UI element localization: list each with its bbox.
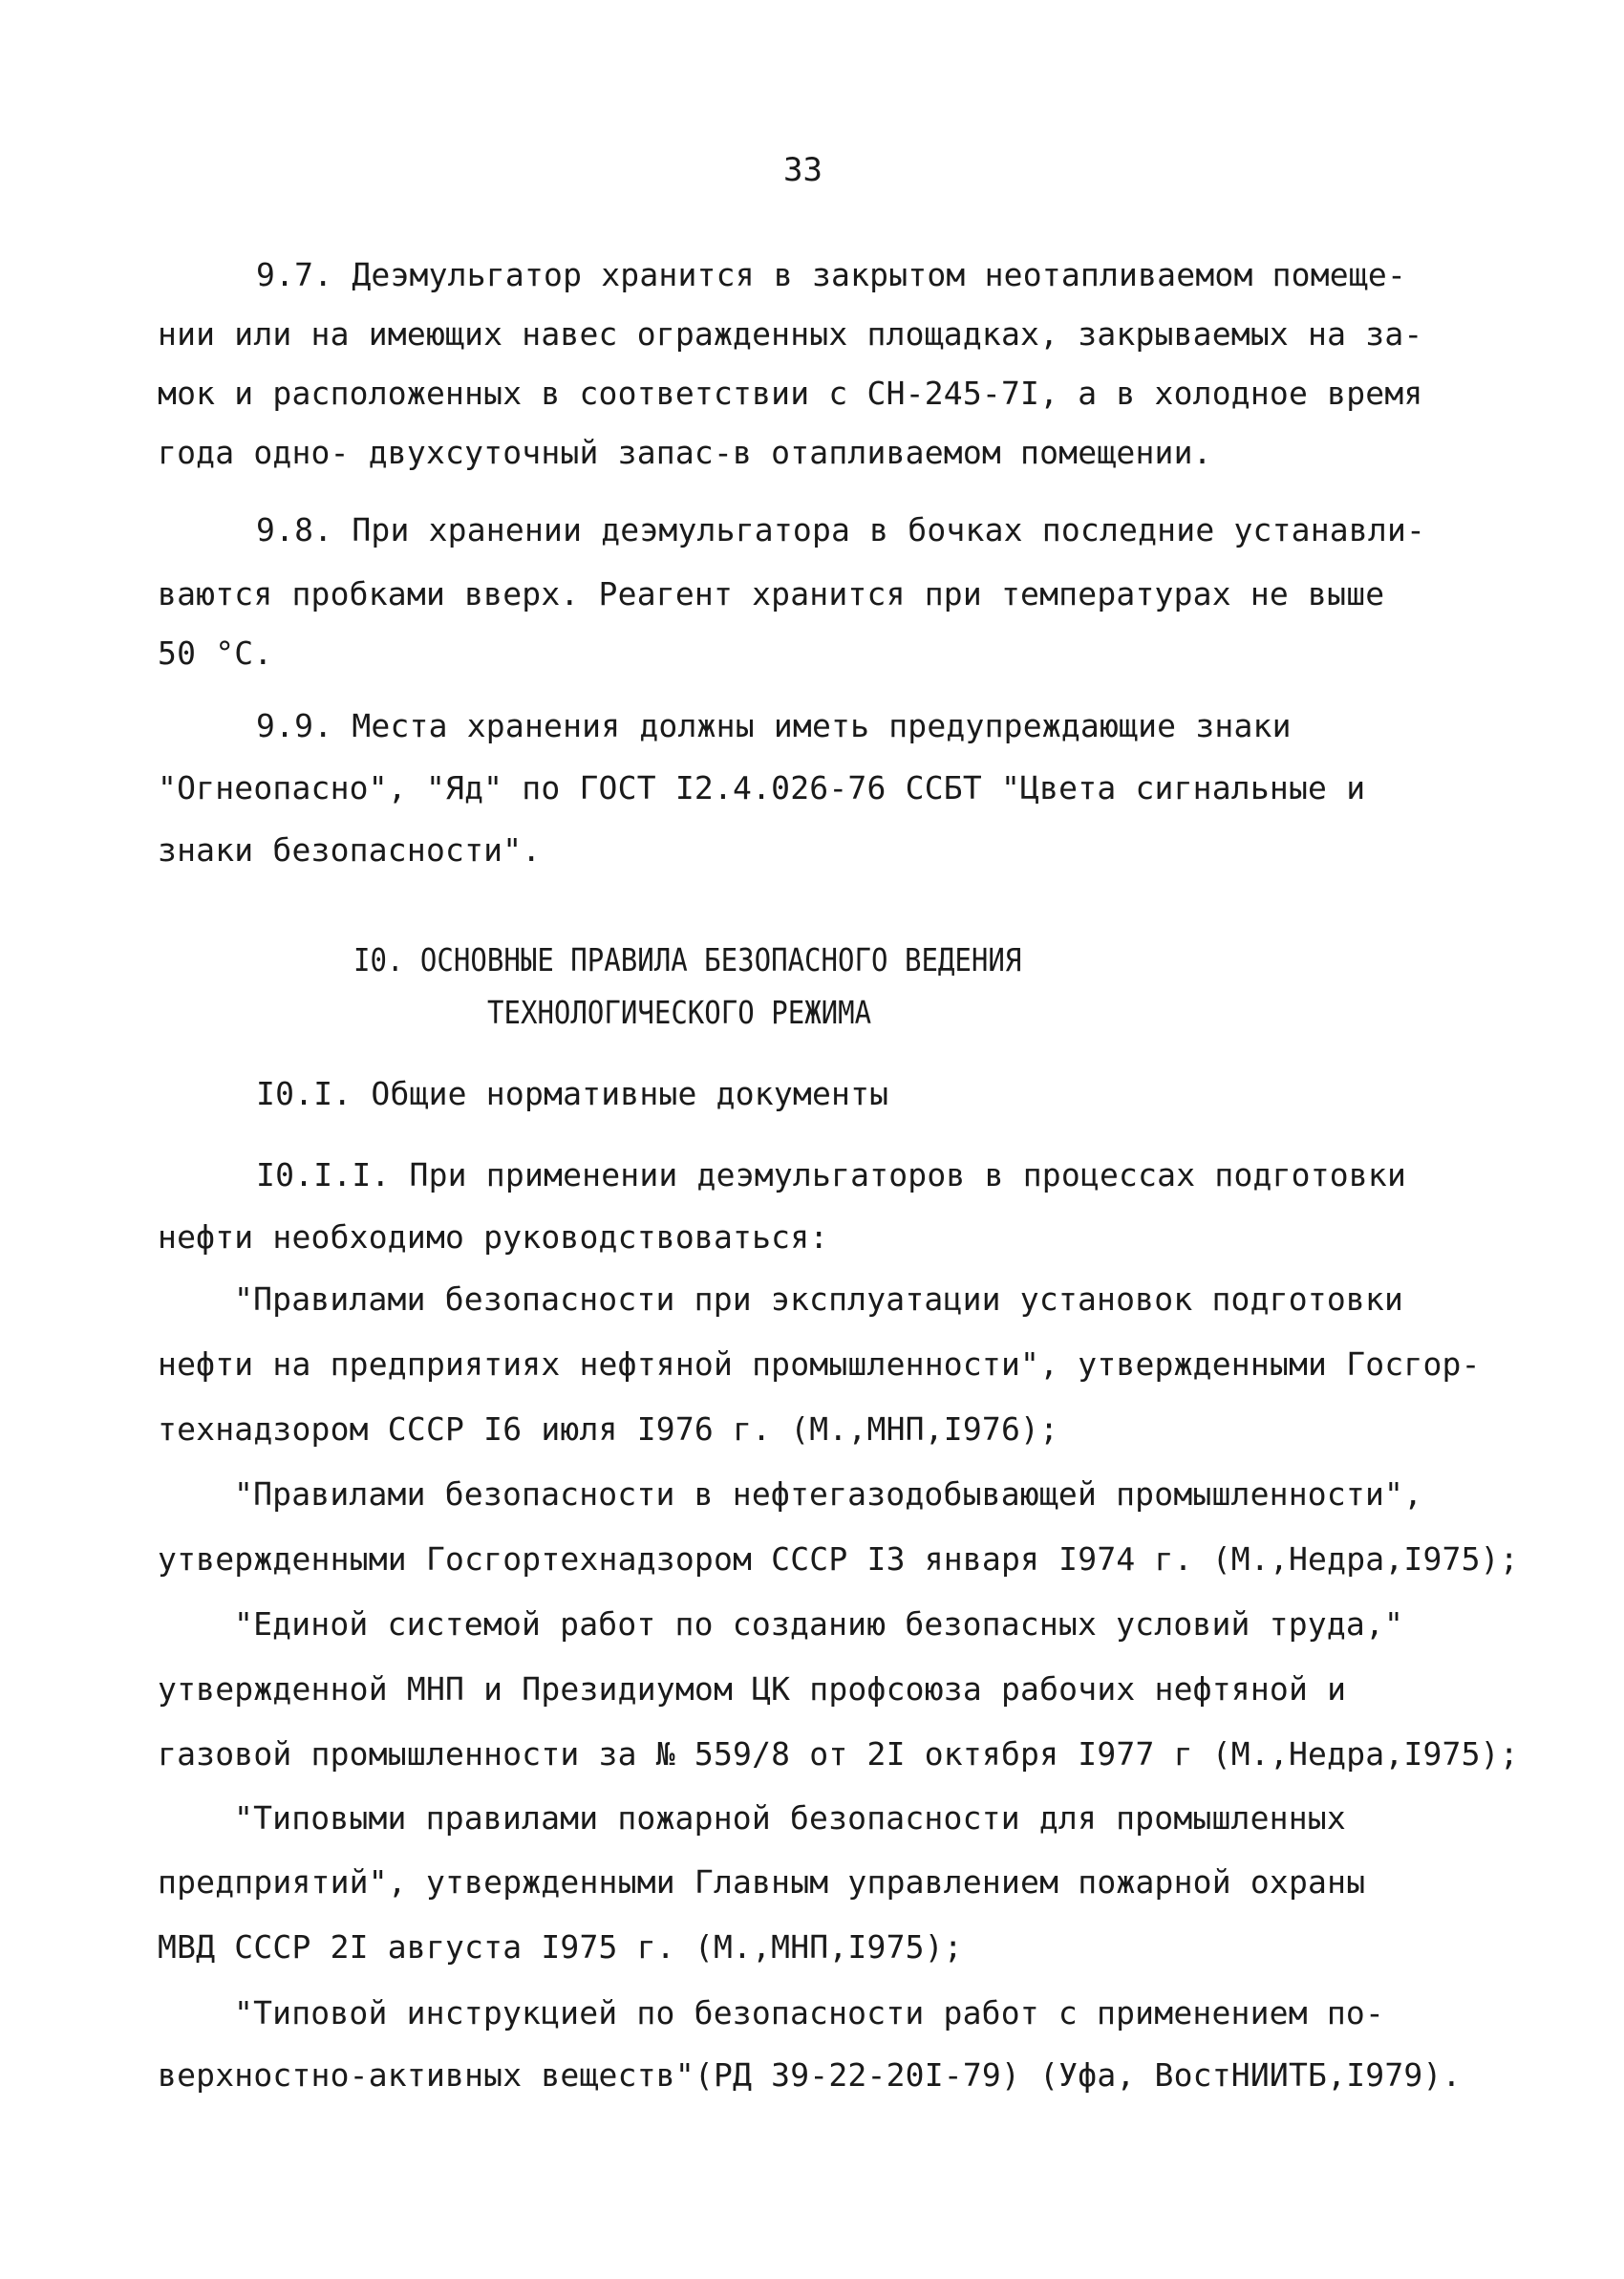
paragraph-10-1-1-line-2: нефти необходимо руководствоваться: bbox=[158, 1218, 829, 1256]
paragraph-9-7-line-1: 9.7. Деэмульгатор хранится в закрытом неотапливаемом помеще- bbox=[256, 256, 1407, 293]
reference-5-line-2: верхностно-активных веществ"(РД 39-22-20I-79) (Уфа, ВостНИИТБ,I979). bbox=[158, 2056, 1462, 2094]
page-number: 33 bbox=[783, 151, 823, 189]
reference-4-line-1: "Типовыми правилами пожарной безопасности для промышленных bbox=[234, 1799, 1346, 1837]
reference-4-line-3: МВД СССР 2I августа I975 г. (М.,МНП,I975); bbox=[158, 1928, 963, 1966]
paragraph-9-8-line-3: 50 °С. bbox=[158, 634, 273, 672]
paragraph-9-7-line-3: мок и расположенных в соответствии с СН-245-7I, а в холодное время bbox=[158, 375, 1423, 412]
section-10-heading-line-1: I0. ОСНОВНЫЕ ПРАВИЛА БЕЗОПАСНОГО ВЕДЕНИЯ bbox=[353, 941, 1022, 978]
reference-3-line-2: утвержденной МНП и Президиумом ЦК профсоюза рабочих нефтяной и bbox=[158, 1670, 1347, 1708]
reference-2-line-2: утвержденными Госгортехнадзором СССР I3 января I974 г. (М.,Недра,I975); bbox=[158, 1540, 1519, 1578]
reference-3-line-1: "Единой системой работ по созданию безопасных условий труда," bbox=[234, 1605, 1404, 1643]
reference-5-line-1: "Типовой инструкцией по безопасности работ с применением по- bbox=[234, 1994, 1385, 2032]
paragraph-9-7-line-2: нии или на имеющих навес огражденных площадках, закрываемых на за- bbox=[158, 315, 1423, 353]
reference-1-line-1: "Правилами безопасности при эксплуатации установок подготовки bbox=[234, 1280, 1404, 1318]
section-10-heading-line-2: ТЕХНОЛОГИЧЕСКОГО РЕЖИМА bbox=[487, 994, 872, 1031]
reference-2-line-1: "Правилами безопасности в нефтегазодобывающей промышленности", bbox=[234, 1475, 1423, 1513]
paragraph-9-8-line-1: 9.8. При хранении деэмульгатора в бочках последние устанавли- bbox=[256, 511, 1426, 548]
paragraph-10-1-1-line-1: I0.I.I. При применении деэмульгаторов в процессах подготовки bbox=[256, 1156, 1407, 1193]
paragraph-9-8-line-2: ваются пробками вверх. Реагент хранится при температурах не выше bbox=[158, 575, 1385, 613]
paragraph-9-9-line-1: 9.9. Места хранения должны иметь предупреждающие знаки bbox=[256, 707, 1292, 744]
reference-1-line-3: технадзором СССР I6 июля I976 г. (М.,МНП,I976); bbox=[158, 1410, 1059, 1448]
reference-4-line-2: предприятий", утвержденными Главным управлением пожарной охраны bbox=[158, 1863, 1366, 1901]
reference-1-line-2: нефти на предприятиях нефтяной промышленности", утвержденными Госгор- bbox=[158, 1345, 1481, 1383]
paragraph-9-9-line-3: знаки безопасности". bbox=[158, 831, 542, 869]
paragraph-9-7-line-4: года одно- двухсуточный запас-в отапливаемом помещении. bbox=[158, 434, 1212, 471]
reference-3-line-3: газовой промышленности за № 559/8 от 2I октября I977 г (М.,Недра,I975); bbox=[158, 1735, 1519, 1773]
subsection-10-1-title: I0.I. Общие нормативные документы bbox=[256, 1075, 889, 1112]
paragraph-9-9-line-2: "Огнеопасно", "Яд" по ГОСТ I2.4.026-76 ССБТ "Цвета сигнальные и bbox=[158, 769, 1366, 806]
